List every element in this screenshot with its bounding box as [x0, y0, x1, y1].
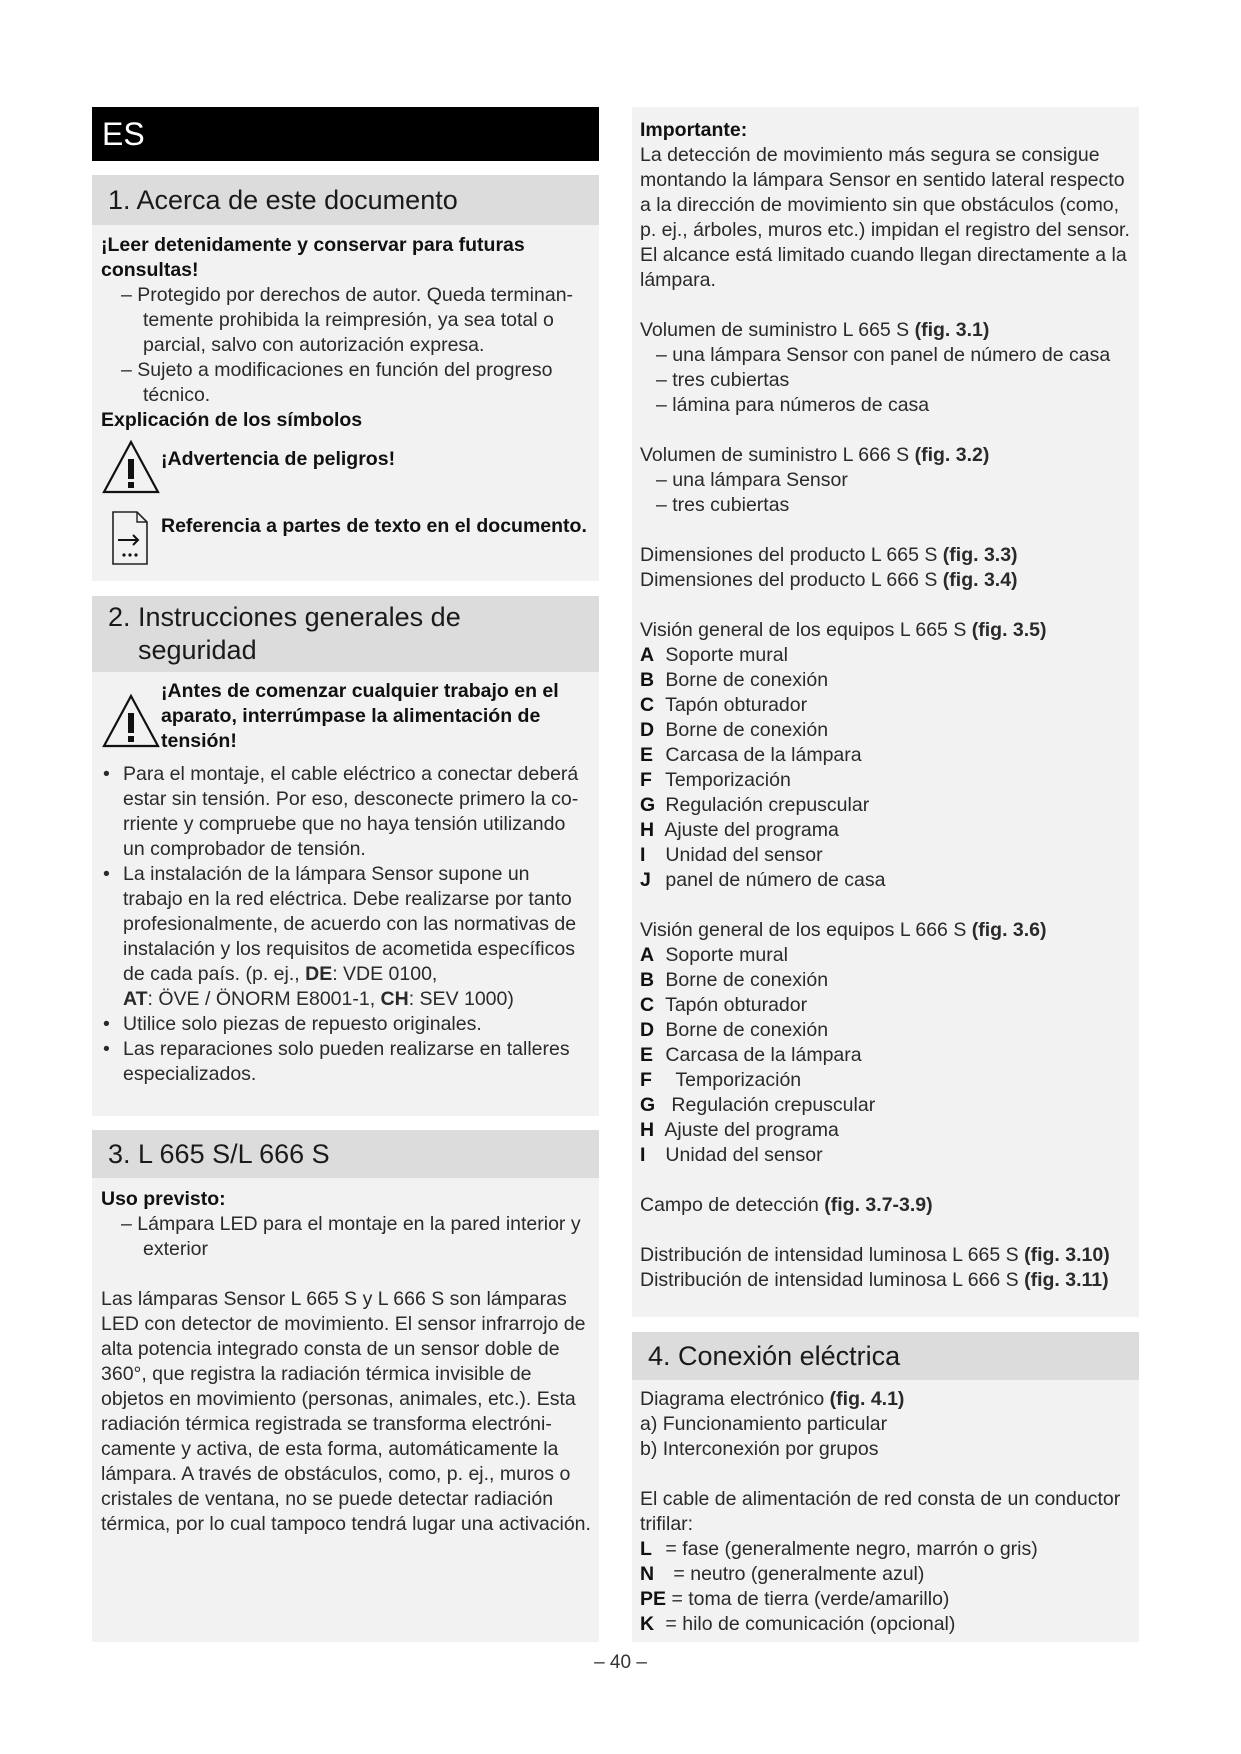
wire-description: = fase (generalmente negro, marrón o gris): [665, 1538, 1038, 1560]
language-tab: [92, 107, 599, 161]
list-item: – tres cubiertas: [656, 369, 790, 391]
list-item: [640, 1537, 1131, 1562]
list-item: • Las reparaciones solo pueden realizarse en talleres especializados.: [101, 1037, 591, 1087]
parts-list-l665: [640, 643, 1131, 893]
important-text: La detección de movimiento más segura se consigue montando la lámpara Sensor en sentido lateral respecto a la dirección de movimiento sin que obstáculos (como, p. ej., árboles, muros etc.) impidan el registro del sensor. El alcance está limitado cuando llegan directamente a la lámpara.: [640, 144, 1130, 291]
section-3-heading: [92, 1130, 599, 1178]
symbols-heading: Explicación de los símbolos: [101, 409, 363, 431]
figure-ref: (fig. 3.3): [942, 544, 1018, 566]
wiring-diagram-line: [640, 1387, 1131, 1412]
figure-ref: (fig. 3.11): [1024, 1269, 1109, 1291]
important-heading: Importante:: [640, 119, 748, 141]
figure-ref: (fig. 3.10): [1024, 1244, 1110, 1266]
part-letter: G: [640, 1094, 656, 1116]
section-1-title: 1. Acerca de este documento: [108, 184, 458, 215]
list-item: [640, 943, 1131, 968]
language-code: ES: [102, 115, 145, 152]
light-distribution-l666-line: [640, 1268, 1131, 1293]
section-2: [92, 596, 599, 1116]
warning-triangle-icon: [101, 439, 161, 502]
light-distribution-text: Distribución de intensidad luminosa L 665 S: [640, 1244, 1025, 1266]
wire-description: = hilo de comunicación (opcional): [665, 1613, 956, 1635]
document-reference-icon: [101, 508, 161, 575]
part-name: Carcasa de la lámpara: [665, 1044, 862, 1066]
list-item: • Para el montaje, el cable eléctrico a conectar deberá estar sin tensión. Por eso, desconecte primero la corriente y compruebe que no haya tensión utilizando un comprobador de tensión.: [101, 762, 591, 862]
wire-description: = neutro (generalmente azul): [673, 1563, 925, 1585]
part-name: Tapón obturador: [665, 994, 808, 1016]
wire-list: [640, 1537, 1131, 1637]
part-letter: A: [640, 644, 655, 666]
part-letter: F: [640, 1069, 652, 1091]
part-name: panel de número de casa: [665, 869, 886, 891]
list-item: – tres cubiertas: [656, 494, 790, 516]
country-label: DE: [305, 963, 333, 985]
list-item: [640, 668, 1131, 693]
list-item: [640, 1612, 1131, 1637]
wire-description: = toma de tierra (verde/amarillo): [671, 1588, 950, 1610]
list-item: [640, 1562, 1131, 1587]
part-letter: D: [640, 1019, 655, 1041]
list-item: [640, 1093, 1131, 1118]
overview-text: Visión general de los equipos L 666 S: [640, 919, 972, 941]
figure-ref: (fig. 3.1): [914, 319, 990, 341]
wire-label: PE: [640, 1588, 667, 1610]
figure-ref: (fig. 3.4): [942, 569, 1018, 591]
list-item: – una lámpara Sensor: [656, 469, 848, 491]
bullet-text: La instalación de la lámpara Sensor supone un trabajo en la red eléctrica. Debe realizarse por tanto profesionalmente, de acuerdo con las normativas de instalación y los requisitos de acometida específicos de cada país. (p. ej.,: [123, 863, 577, 985]
light-distribution-l665-line: [640, 1243, 1131, 1268]
dimensions-text: Dimensiones del producto L 666 S: [640, 569, 943, 591]
part-name: Carcasa de la lámpara: [665, 744, 862, 766]
standard-text: : VDE 0100,: [332, 963, 438, 985]
overview-l666-line: [640, 918, 1131, 943]
list-item: [640, 743, 1131, 768]
standard-text: : SEV 1000): [408, 988, 514, 1010]
part-name: Regulación crepuscular: [671, 1094, 876, 1116]
part-letter: I: [640, 1144, 646, 1166]
section-2-heading: [92, 596, 599, 672]
list-item: [640, 1043, 1131, 1068]
part-name: Regulación crepuscular: [665, 794, 870, 816]
page-number: – 40 –: [594, 1652, 647, 1673]
figure-ref: (fig. 3.6): [971, 919, 1047, 941]
part-name: Temporización: [675, 1069, 802, 1091]
list-item: [640, 1068, 1131, 1093]
dimensions-l665-line: [640, 543, 1131, 568]
part-name: Borne de conexión: [665, 1019, 829, 1041]
part-letter: I: [640, 844, 646, 866]
part-name: Soporte mural: [665, 644, 788, 666]
detection-field-line: [640, 1193, 1131, 1218]
standard-text: : ÖVE / ÖNORM E8001-1,: [147, 988, 381, 1010]
part-letter: H: [640, 819, 655, 841]
detection-field-text: Campo de detección: [640, 1194, 825, 1216]
read-carefully-note: ¡Leer detenidamente y conservar para futuras consultas!: [101, 234, 525, 281]
part-letter: E: [640, 744, 654, 766]
section-3: [92, 1130, 599, 1642]
cable-description: El cable de alimentación de red consta de un conductor trifilar:: [640, 1488, 1121, 1535]
part-letter: J: [640, 869, 651, 891]
list-item: a) Funcionamiento particular: [640, 1413, 888, 1435]
light-distribution-text: Distribución de intensidad luminosa L 666 S: [640, 1269, 1025, 1291]
list-item: [640, 1587, 1131, 1612]
list-item: [640, 818, 1131, 843]
part-name: Temporización: [665, 769, 791, 791]
list-item: – una lámpara Sensor con panel de número de casa: [656, 344, 1111, 366]
figure-ref: (fig. 3.5): [971, 619, 1047, 641]
section-2-title-line2: seguridad: [138, 635, 257, 665]
parts-list-l666: [640, 943, 1131, 1168]
part-letter: E: [640, 1044, 654, 1066]
section-1: [92, 175, 599, 581]
list-item: [640, 768, 1131, 793]
warning-triangle-icon: [101, 679, 161, 756]
list-item: [640, 868, 1131, 893]
intended-use-heading: Uso previsto:: [101, 1188, 226, 1210]
overview-text: Visión general de los equipos L 665 S: [640, 619, 972, 641]
figure-ref: (fig. 3.7-3.9): [824, 1194, 933, 1216]
section-3-title: 3. L 665 S/L 666 S: [108, 1138, 330, 1169]
part-name: Unidad del sensor: [665, 844, 823, 866]
section-3-continued: [632, 107, 1139, 1317]
list-item: [640, 1018, 1131, 1043]
overview-l665-line: [640, 618, 1131, 643]
part-name: Unidad del sensor: [665, 1144, 823, 1166]
section-4-title: 4. Conexión eléctrica: [648, 1340, 901, 1371]
section-4-heading: [632, 1332, 1139, 1380]
safety-warning-text: ¡Antes de comenzar cualquier trabajo en el aparato, interrúmpase la alimentación de tensión!: [161, 680, 559, 752]
part-letter: G: [640, 794, 656, 816]
section-2-title-line1: 2. Instrucciones generales de: [108, 602, 461, 632]
supply-l665-line: [640, 318, 1131, 343]
list-item: [640, 718, 1131, 743]
supply-l666-line: [640, 443, 1131, 468]
part-letter: B: [640, 969, 655, 991]
list-item: b) Interconexión por grupos: [640, 1438, 879, 1460]
list-item: – Protegido por derechos de autor. Queda terminantemente prohibida la reimpresión, ya sea total o parcial, salvo con autorización expresa.: [121, 284, 574, 356]
warning-symbol-text: ¡Advertencia de peligros!: [161, 448, 396, 470]
part-letter: A: [640, 944, 655, 966]
list-item: [640, 1143, 1131, 1168]
list-item: [640, 993, 1131, 1018]
part-name: Soporte mural: [665, 944, 788, 966]
wire-label: N: [640, 1563, 655, 1585]
part-letter: D: [640, 719, 655, 741]
figure-ref: (fig. 3.2): [914, 444, 990, 466]
dimensions-text: Dimensiones del producto L 665 S: [640, 544, 943, 566]
wire-label: L: [640, 1538, 652, 1560]
part-name: Tapón obturador: [665, 694, 808, 716]
part-name: Borne de conexión: [665, 669, 829, 691]
section-4: [632, 1332, 1139, 1642]
dimensions-l666-line: [640, 568, 1131, 593]
part-name: Ajuste del programa: [664, 1119, 839, 1141]
country-label: AT: [123, 988, 148, 1010]
supply-l665-text: Volumen de suministro L 665 S: [640, 319, 915, 341]
part-letter: H: [640, 1119, 655, 1141]
wire-label: K: [640, 1613, 655, 1635]
list-item: • Utilice solo piezas de repuesto originales.: [101, 1012, 591, 1037]
part-letter: B: [640, 669, 655, 691]
figure-ref: (fig. 4.1): [829, 1388, 905, 1410]
part-name: Borne de conexión: [665, 969, 829, 991]
list-item: [640, 693, 1131, 718]
list-item: [640, 1118, 1131, 1143]
list-item: [640, 793, 1131, 818]
supply-l666-text: Volumen de suministro L 666 S: [640, 444, 915, 466]
section-1-heading: [92, 175, 599, 225]
wiring-diagram-text: Diagrama electrónico: [640, 1388, 830, 1410]
list-item: [640, 843, 1131, 868]
product-description: Las lámparas Sensor L 665 S y L 666 S son lámparas LED con detector de movimiento. El sensor infrarrojo de alta potencia integrado consta de un sensor doble de 360°, que registra la radiación térmica invisible de objetos en movimiento (personas, animales, etc.). Esta radiación térmica registrada se transforma electrónicamente y activa, de esta forma, automáticamente la lámpara. A través de obstáculos, como, p. ej., muros o cristales de ventana, no se puede detectar radiación térmica, por lo cual tampoco tendrá lugar una activación.: [101, 1288, 591, 1535]
country-label: CH: [380, 988, 409, 1010]
list-item: [101, 862, 591, 1012]
list-item: – Lámpara LED para el montaje en la pared interior y exterior: [121, 1213, 581, 1260]
list-item: – lámina para números de casa: [656, 394, 930, 416]
list-item: [640, 968, 1131, 993]
part-letter: C: [640, 994, 655, 1016]
list-item: [640, 643, 1131, 668]
part-letter: F: [640, 769, 652, 791]
part-letter: C: [640, 694, 655, 716]
list-item: – Sujeto a modificaciones en función del progreso técnico.: [121, 359, 553, 406]
reference-symbol-text: Referencia a partes de texto en el documento.: [161, 515, 587, 537]
part-name: Ajuste del programa: [664, 819, 839, 841]
part-name: Borne de conexión: [665, 719, 829, 741]
